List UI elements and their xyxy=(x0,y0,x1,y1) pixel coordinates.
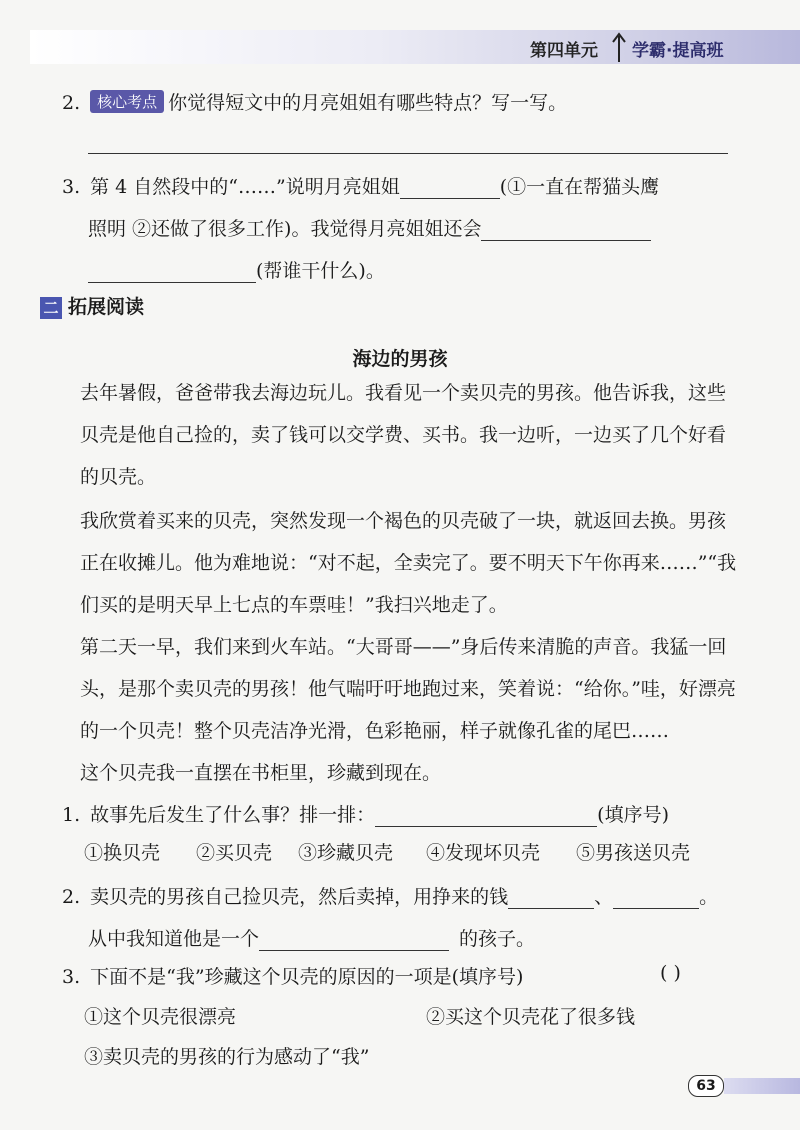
question-1 xyxy=(62,800,669,827)
section-heading xyxy=(40,292,144,319)
answer-blank[interactable] xyxy=(88,262,256,283)
question-text: 故事先后发生了什么事？排一排： xyxy=(90,804,376,826)
question-2 xyxy=(62,882,718,909)
question-text: 照明 ②还做了很多工作)。我觉得月亮姐姐还会 xyxy=(88,218,482,240)
page-number-bar xyxy=(724,1078,800,1094)
question-number: 3. xyxy=(62,176,81,198)
page-number: 63 xyxy=(688,1075,724,1097)
arrow-icon xyxy=(610,30,628,64)
section-number-icon: 二 xyxy=(40,297,62,319)
question-3-line3 xyxy=(88,256,385,283)
answer-blank[interactable] xyxy=(375,806,597,827)
question-text: 的孩子。 xyxy=(459,928,536,950)
option-item: ③卖贝壳的男孩的行为感动了“我” xyxy=(84,1046,370,1068)
brand-label: 学霸·提高班 xyxy=(632,41,724,61)
core-point-badge: 核心考点 xyxy=(90,90,164,113)
question-text: 卖贝壳的男孩自己捡贝壳，然后卖掉，用挣来的钱 xyxy=(90,886,509,908)
page-header xyxy=(0,0,800,66)
answer-blank[interactable] xyxy=(481,220,651,241)
question-text: 下面不是“我”珍藏这个贝壳的原因的一项是(填序号) xyxy=(90,966,524,988)
question-3 xyxy=(62,962,523,989)
question-number: 3. xyxy=(62,966,81,988)
question-text: (帮谁干什么)。 xyxy=(256,260,385,282)
story-paragraph: 我欣赏着买来的贝壳，突然发现一个褐色的贝壳破了一块，就返回去换。男孩正在收摊儿。他为难地说：“对不起，全卖完了。要不明天下午你再来……”“我们买的是明天早上七点的车票哇！”我扫兴地走了。 xyxy=(80,510,737,616)
question-number: 2. xyxy=(62,92,81,114)
answer-line[interactable] xyxy=(88,153,728,154)
answer-parentheses[interactable]: ( ) xyxy=(660,962,681,984)
question-number: 1. xyxy=(62,804,81,826)
separator: 、 xyxy=(594,886,614,908)
option-item: ④发现坏贝壳 xyxy=(426,842,541,864)
question-text: 第 4 自然段中的“……”说明月亮姐姐 xyxy=(90,176,400,198)
question-suffix: (填序号) xyxy=(597,804,669,826)
question-2-line2 xyxy=(88,924,535,951)
option-item: ⑤男孩送贝壳 xyxy=(576,842,691,864)
sentence-end: 。 xyxy=(699,886,719,908)
question-3-line2 xyxy=(88,214,651,241)
option-item: ①这个贝壳很漂亮 xyxy=(84,1006,237,1028)
story-paragraph: 这个贝壳我一直摆在书柜里，珍藏到现在。 xyxy=(80,762,442,784)
option-item: ②买这个贝壳花了很多钱 xyxy=(426,1006,636,1028)
story-paragraph: 第二天一早，我们来到火车站。“大哥哥——”身后传来清脆的声音。我猛一回头，是那个卖贝壳的男孩！他气喘吁吁地跑过来，笑着说：“给你。”哇，好漂亮的一个贝壳！整个贝壳洁净光滑，色彩艳丽，样子就像孔雀的尾巴…… xyxy=(80,636,736,742)
story-title: 海边的男孩 xyxy=(352,348,448,370)
option-item: ③珍藏贝壳 xyxy=(298,842,394,864)
answer-blank[interactable] xyxy=(508,888,594,909)
question-3-part1 xyxy=(62,172,659,199)
unit-label: 第四单元 xyxy=(530,41,598,61)
option-item: ①换贝壳 xyxy=(84,842,161,864)
question-text: (①一直在帮猫头鹰 xyxy=(499,176,660,198)
question-text: 你觉得短文中的月亮姐姐有哪些特点？写一写。 xyxy=(168,92,568,114)
story-paragraph: 去年暑假，爸爸带我去海边玩儿。我看见一个卖贝壳的男孩。他告诉我，这些贝壳是他自己捡的，卖了钱可以交学费、买书。我一边听，一边买了几个好看的贝壳。 xyxy=(80,382,727,488)
answer-blank[interactable] xyxy=(613,888,699,909)
question-text: 从中我知道他是一个 xyxy=(88,928,260,950)
answer-blank[interactable] xyxy=(259,930,449,951)
section-label: 拓展阅读 xyxy=(68,296,145,318)
option-item: ②买贝壳 xyxy=(196,842,273,864)
question-number: 2. xyxy=(62,886,81,908)
answer-blank[interactable] xyxy=(400,178,500,199)
question-2-part1 xyxy=(62,88,567,115)
